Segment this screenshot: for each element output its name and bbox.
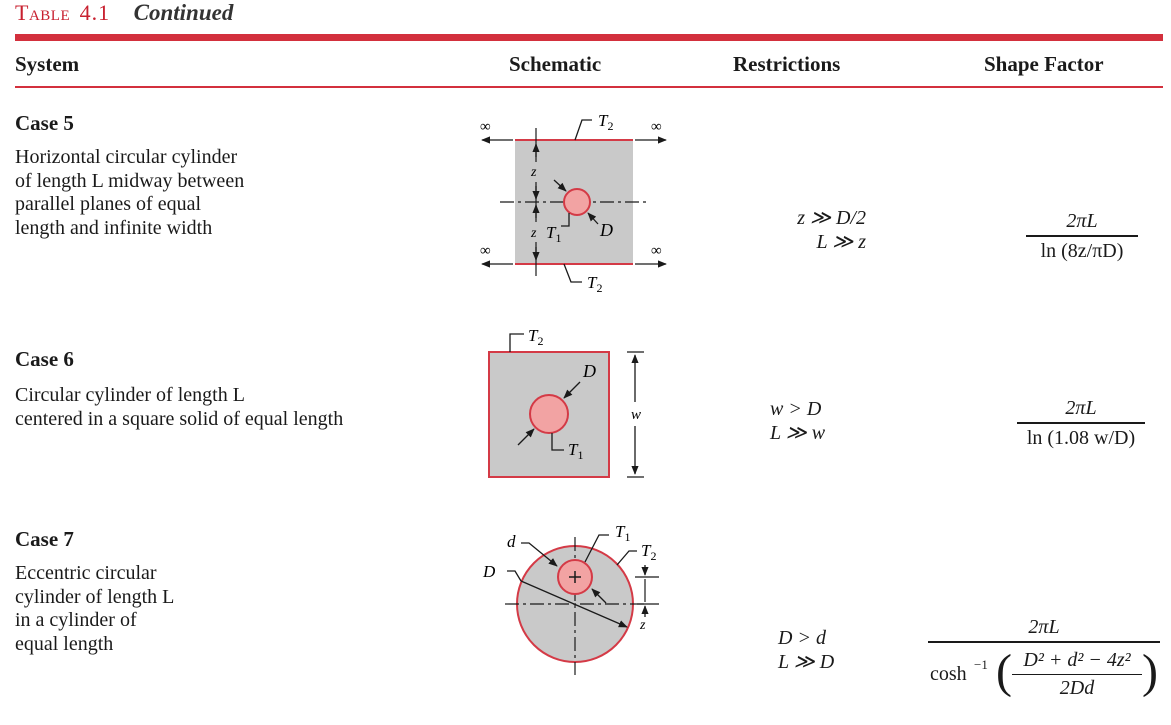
caption-table-number: 4.1: [79, 0, 111, 25]
header-restrictions: Restrictions: [733, 52, 841, 76]
case-6-t1-label: $T_1$: [568, 440, 584, 462]
case-7-restrictions: [778, 626, 858, 674]
case-5-infinity-tr: ∞: [651, 119, 662, 135]
case-7-sf-inner-fraction: [1012, 649, 1142, 701]
case-6-schematic: [480, 322, 660, 487]
case-7-description: [15, 562, 174, 656]
case-7-sf-cosh: cosh: [930, 662, 967, 685]
case-6-t2-label: $T_2$: [528, 326, 544, 348]
case-7-desc-line-3: in a cylinder of: [15, 609, 137, 631]
case-7-d-small-label: d: [507, 532, 516, 551]
case-6-w-label: w: [631, 407, 642, 423]
case-5-t2-top-label: $T_2$: [598, 111, 614, 133]
case-5-infinity-br: ∞: [651, 243, 662, 259]
case-7-d-large-label: D: [483, 562, 496, 581]
case-6-sf-denominator: ln (1.08 w/D): [1026, 426, 1136, 449]
case-7-sf-cosh-exp: −1: [974, 656, 988, 672]
case-7-sf-numerator: 2πL: [1028, 616, 1060, 638]
case-5-infinity-bl: ∞: [480, 243, 491, 259]
case-6-restriction-1: w > D: [770, 398, 822, 420]
case-5-z-top: z: [531, 165, 537, 180]
case-7-restriction-2: L ≫ D: [778, 651, 835, 673]
case-6-title: Case 6: [15, 347, 74, 371]
case-5-restriction-1: z ≫ D/2: [797, 207, 866, 229]
case-5-description: [15, 146, 244, 240]
case-6-restrictions: [770, 397, 850, 445]
case-5-t2-bottom-label: $T_2$: [587, 273, 603, 295]
caption-table-word: Table: [15, 0, 71, 25]
case-7-shape-factor: [928, 616, 1160, 703]
case-5-desc-line-2: of length L midway between: [15, 169, 245, 192]
table-caption: [15, 0, 233, 26]
case-7-t1-label: $T_1$: [615, 522, 631, 544]
case-7-sf-inner-denominator: 2Dd: [1059, 677, 1095, 699]
case-6-d-label: D: [583, 361, 596, 381]
case-7-sf-left-paren: (: [996, 644, 1012, 698]
case-5-desc-line-3: parallel planes of equal: [15, 193, 202, 215]
case-5-cylinder: [564, 189, 590, 215]
case-5-restriction-2: L ≫ z: [816, 231, 866, 253]
case-6-cylinder: [530, 395, 568, 433]
case-6-description: [15, 384, 343, 431]
case-5-z-bottom: z: [531, 226, 537, 241]
case-5-t1-label: $T_1$: [546, 223, 562, 245]
case-7-desc-line-1: Eccentric circular: [15, 562, 157, 584]
case-6-desc-line-2: centered in a square solid of equal length: [15, 407, 344, 430]
case-7-z-label: z: [640, 618, 646, 633]
case-5-sf-denominator: ln (8z/πD): [1040, 239, 1124, 262]
case-6-restriction-2: L ≫ w: [770, 422, 826, 444]
case-5-shape-factor: [1026, 210, 1138, 263]
case-5-title: Case 5: [15, 111, 74, 135]
case-7-desc-line-4: equal length: [15, 632, 114, 655]
caption-continued: Continued: [133, 0, 234, 25]
case-6-shape-factor: [1017, 397, 1145, 450]
case-7-sf-inner-numerator: D² + d² − 4z²: [1023, 648, 1131, 671]
case-7-t2-label: $T_2$: [641, 541, 657, 563]
header-rule: [15, 86, 1163, 88]
header-shape-factor: Shape Factor: [984, 52, 1104, 76]
case-7-restriction-1: D > d: [778, 627, 826, 649]
case-5-schematic: [470, 100, 680, 305]
case-7-schematic: [475, 515, 675, 695]
case-6-desc-line-1: Circular cylinder of length L: [15, 384, 245, 406]
case-5-sf-numerator: 2πL: [1066, 210, 1098, 232]
case-7-desc-line-2: cylinder of length L: [15, 585, 175, 608]
case-5-infinity-tl: ∞: [480, 119, 491, 135]
case-5-desc-line-4: length and infinite width: [15, 216, 213, 239]
case-7-sf-right-paren: ): [1142, 644, 1158, 698]
case-5-restrictions: [770, 206, 866, 254]
caption-rule: [15, 34, 1163, 41]
case-5-d-label: D: [600, 220, 613, 240]
case-5-desc-line-1: Horizontal circular cylinder: [15, 146, 238, 168]
header-schematic: Schematic: [509, 52, 602, 76]
case-7-title: Case 7: [15, 527, 74, 551]
case-6-sf-numerator: 2πL: [1065, 397, 1097, 419]
header-system: System: [15, 52, 80, 76]
